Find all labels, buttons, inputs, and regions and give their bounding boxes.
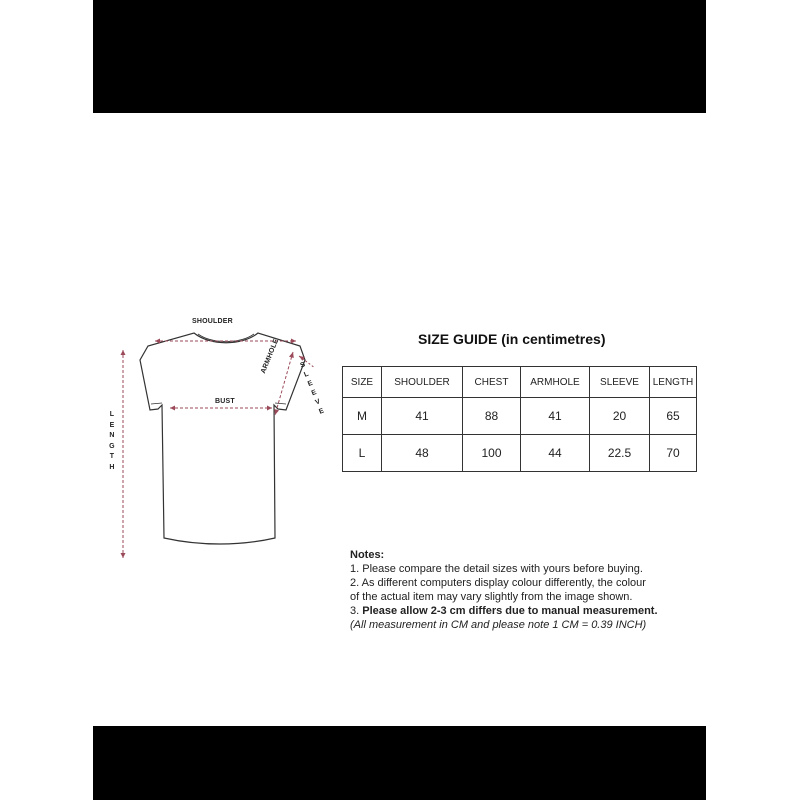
- table-row: [343, 398, 697, 435]
- size-table: [342, 366, 697, 472]
- cell-armhole: 41: [521, 398, 590, 435]
- shoulder-label: SHOULDER: [192, 318, 233, 325]
- sleeve-label: SLEEVE: [299, 361, 326, 416]
- size-guide-title: SIZE GUIDE (in centimetres): [418, 331, 606, 347]
- header-shoulder: SHOULDER: [382, 367, 463, 398]
- note-line-1: 1. Please compare the detail sizes with yours before buying.: [350, 563, 643, 575]
- cell-size: L: [343, 435, 382, 472]
- tshirt-outline-icon: [100, 310, 340, 570]
- cell-sleeve: 22.5: [590, 435, 650, 472]
- cell-armhole: 44: [521, 435, 590, 472]
- length-label: LENGTH: [109, 411, 115, 471]
- cell-chest: 88: [463, 398, 521, 435]
- cell-chest: 100: [463, 435, 521, 472]
- header-sleeve: SLEEVE: [590, 367, 650, 398]
- note-line-4: (All measurement in CM and please note 1 CM = 0.39 INCH): [350, 619, 647, 631]
- notes-title: Notes:: [350, 549, 385, 561]
- header-size: SIZE: [343, 367, 382, 398]
- note-line-3-bold: Please allow 2-3 cm differs due to manual measurement.: [362, 605, 658, 617]
- note-line-2: 2. As different computers display colour differently, the colour: [350, 577, 646, 589]
- armhole-label: ARMHOLE: [260, 337, 281, 375]
- header-length: LENGTH: [650, 367, 697, 398]
- note-line-2-cont: of the actual item may vary slightly from the image shown.: [350, 591, 633, 603]
- tshirt-measurement-diagram: [100, 310, 340, 570]
- cell-shoulder: 48: [382, 435, 463, 472]
- table-row: [343, 435, 697, 472]
- bust-label: BUST: [215, 398, 235, 405]
- note-line-3: [350, 604, 705, 618]
- cell-shoulder: 41: [382, 398, 463, 435]
- cell-length: 70: [650, 435, 697, 472]
- notes-section: [350, 548, 705, 632]
- table-header-row: [343, 367, 697, 398]
- note-line-3-prefix: 3.: [350, 605, 363, 617]
- bottom-letterbox-bar: [93, 726, 706, 800]
- cell-length: 65: [650, 398, 697, 435]
- header-armhole: ARMHOLE: [521, 367, 590, 398]
- cell-size: M: [343, 398, 382, 435]
- top-letterbox-bar: [93, 0, 706, 113]
- cell-sleeve: 20: [590, 398, 650, 435]
- header-chest: CHEST: [463, 367, 521, 398]
